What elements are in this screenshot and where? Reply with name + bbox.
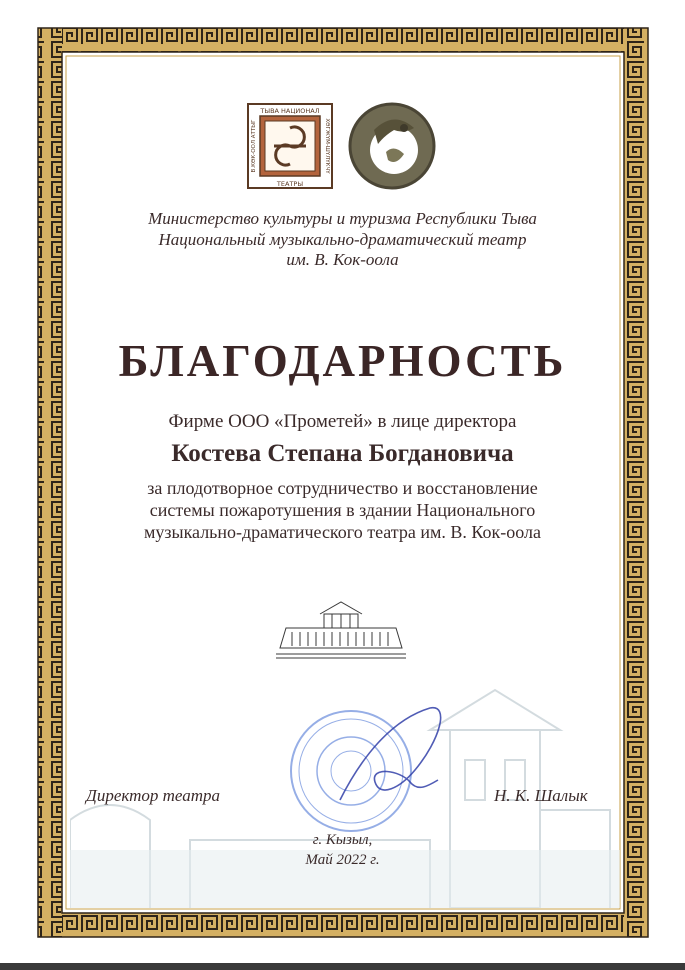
recipient-firm-line: Фирме ООО «Прометей» в лице директора [168,411,517,432]
theatre-emblems [244,100,444,192]
theatre-named-after: им. В. Кок-оола [286,250,399,269]
signature-position: Директор театра [86,786,220,805]
city: г. Кызыл, [312,832,373,848]
certificate-title: БЛАГОДАРНОСТЬ [118,336,567,386]
signature-name: Н. К. Шалык [494,786,588,805]
logo-right-text: ХӨГЖҮМ-ШҮЛҮКЧҮ [324,118,330,174]
logo-left-text: В.КӨК-ООЛ АТТЫГ [251,119,257,173]
theatre-logo [248,104,332,188]
reason-line-3: музыкально-драматического театра им. В. Кок-оола [143,522,541,542]
reason-line-2: системы пожаротушения в здании Национального [149,500,536,520]
director-signature [320,700,460,820]
reason-line-1: за плодотворное сотрудничество и восстановление [147,478,538,498]
recipient-person-name: Костева Степана Богдановича [171,440,514,467]
date: Май 2022 г. [305,852,380,868]
theatre-name: Национальный музыкально-драматический театр [158,230,527,249]
bronze-animal-emblem [350,104,434,188]
logo-bottom-text: ТЕАТРЫ [276,180,304,188]
theatre-building-drawing [276,598,406,664]
logo-top-text: ТЫВА НАЦИОНАЛ [260,107,320,115]
ministry-name: Министерство культуры и туризма Республики Тыва [148,209,537,228]
scan-edge [0,963,685,970]
